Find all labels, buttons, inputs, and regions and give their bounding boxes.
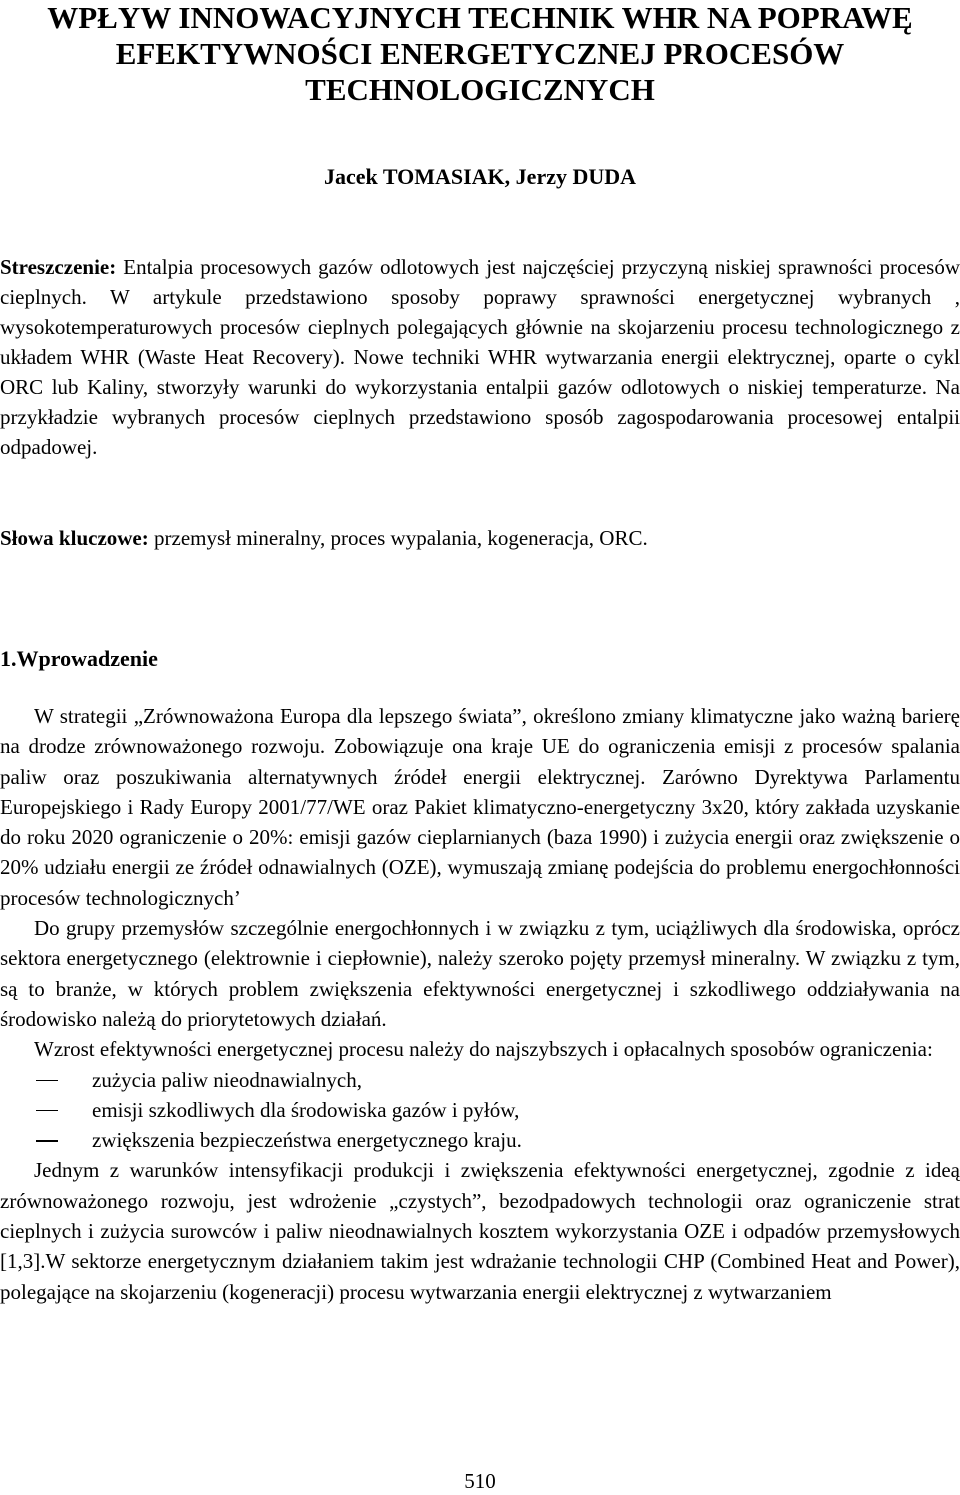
keywords-label: Słowa kluczowe: xyxy=(0,526,149,550)
abstract-text: Entalpia procesowych gazów odlotowych jest najczęściej przyczyną niskiej sprawności procesów cieplnych. W artykule przedstawiono sposoby poprawy sprawności energetycznej wybranych , wysokotemperaturowych procesów cieplnych polegających głównie na skojarzeniu procesu technologicznego z układem WHR (Waste Heat Recovery). Nowe techniki WHR wytwarzania energii elektrycznej, oparte o cykl ORC lub Kaliny, stworzyły warunki do wykorzystania entalpii gazów odlotowych o niskiej temperaturze. Na przykładzie wybranych procesów cieplnych przedstawiono sposób zagospodarowania procesowej entalpii odpadowej. xyxy=(0,255,960,459)
paragraph-3: Wzrost efektywności energetycznej procesu należy do najszybszych i opłacalnych sposobów ograniczenia: xyxy=(34,1037,933,1062)
list-item xyxy=(0,1065,960,1095)
dash-bullet-icon xyxy=(36,1140,58,1142)
paper-title xyxy=(0,0,960,108)
authors: Jacek TOMASIAK, Jerzy DUDA xyxy=(323,164,637,189)
list-item xyxy=(0,1095,960,1125)
abstract xyxy=(0,252,960,462)
list-item-text: zużycia paliw nieodnawialnych, xyxy=(92,1067,362,1092)
dash-bullet-icon xyxy=(36,1110,58,1112)
dash-bullet-icon xyxy=(36,1080,58,1082)
body-text xyxy=(0,701,960,1307)
list-item-text: emisji szkodliwych dla środowiska gazów i pyłów, xyxy=(92,1097,520,1122)
paragraph-4: Jednym z warunków intensyfikacji produkcji i zwiększenia efektywności energetycznej, zgodnie z ideą zrównoważonego rozwoju, jest wdrożenie „czystych”, bezodpadowych technologii oraz ograniczenie strat cieplnych i zużycia surowców i paliw nieodnawialnych kosztem wykorzystania OZE i odpadów przemysłowych [1,3].W sektorze energetycznym działaniem takim jest wdrażanie technologii CHP (Combined Heat and Power), polegające na skojarzeniu (kogeneracji) procesu wytwarzania energii elektrycznej z wytwarzaniem xyxy=(0,1158,960,1304)
list-item xyxy=(0,1125,960,1155)
abstract-label: Streszczenie: xyxy=(0,255,117,279)
title-line-2: EFEKTYWNOŚCI ENERGETYCZNEJ PROCESÓW xyxy=(115,36,845,71)
list-item-text: zwiększenia bezpieczeństwa energetycznego kraju. xyxy=(92,1128,522,1153)
page-number: 510 xyxy=(464,1469,496,1493)
title-line-1: WPŁYW INNOWACYJNYCH TECHNIK WHR NA POPRAWĘ xyxy=(47,0,913,35)
paragraph-1: W strategii „Zrównoważona Europa dla lepszego świata”, określono zmiany klimatyczne jako ważną barierę na drodze zrównoważonego rozwoju. Zobowiązuje ona kraje UE do ograniczenia emisji z procesów spalania paliw oraz poszukiwania alternatywnych źródeł energii elektrycznej. Zarówno Dyrektywa Parlamentu Europejskiego i Rady Europy 2001/77/WE oraz Pakiet klimatyczno-energetyczny 3x20, który zakłada uzyskanie do roku 2020 ograniczenie o 20%: emisji gazów cieplarnianych (baza 1990) i zużycia energii oraz zwiększenie o 20% udziału energii ze źródeł odnawialnych (OZE), wymuszają zmianę podejścia do problemu energochłonności procesów technologicznych’ xyxy=(0,704,960,910)
title-line-3: TECHNOLOGICZNYCH xyxy=(305,72,655,107)
bullet-list xyxy=(0,1065,960,1156)
keywords xyxy=(0,523,960,553)
paragraph-2: Do grupy przemysłów szczególnie energochłonnych i w związku z tym, uciążliwych dla środowiska, oprócz sektora energetycznego (elektrownie i ciepłownie), należy szeroko pojęty przemysł mineralny. W związku z tym, są to branże, w których problem zwiększenia efektywności energetycznej i szkodliwego oddziaływania na środowisko należą do priorytetowych działań. xyxy=(0,916,960,1031)
keywords-text: przemysł mineralny, proces wypalania, kogeneracja, ORC. xyxy=(148,526,648,550)
section-heading: 1.Wprowadzenie xyxy=(0,646,158,671)
